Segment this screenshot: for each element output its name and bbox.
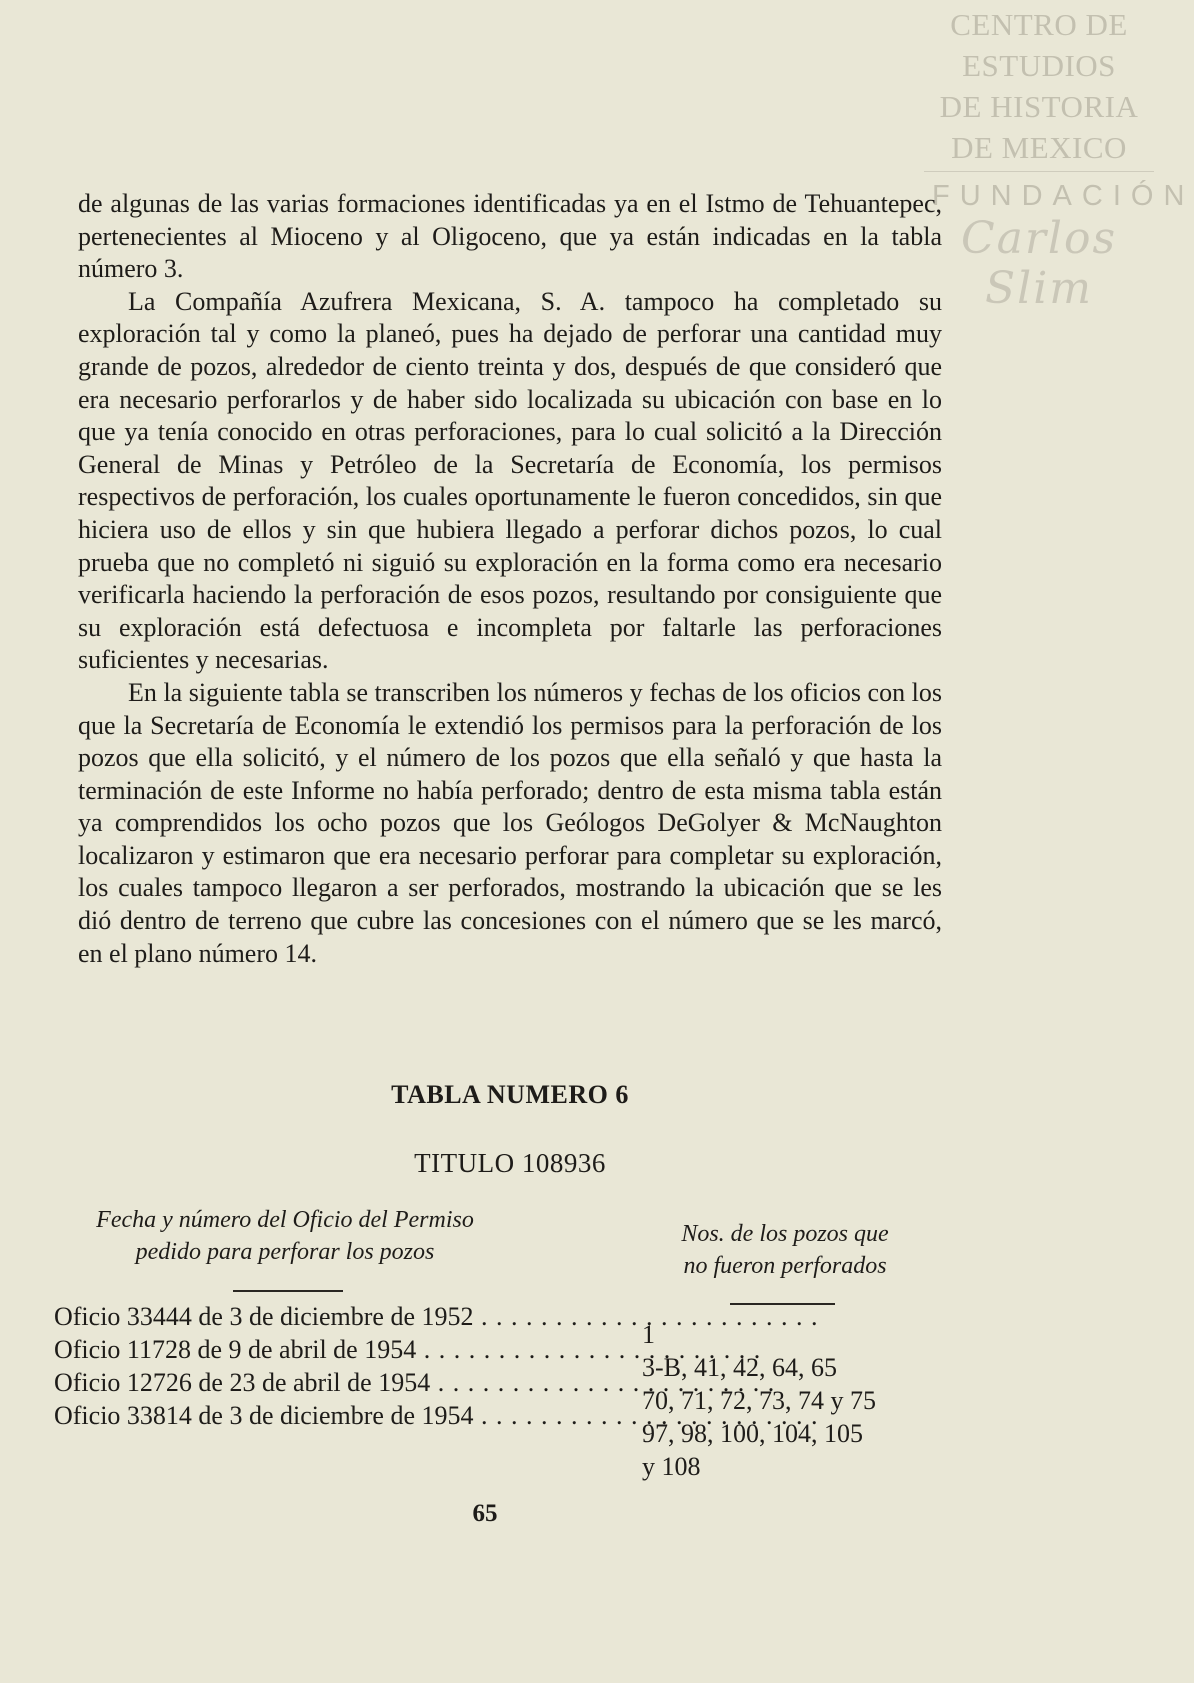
oficio-row: Oficio 12726 de 23 de abril de 1954 . . .: [54, 1366, 594, 1399]
page-number: 65: [472, 1500, 498, 1527]
header-line: no fueron perforados: [683, 1253, 887, 1279]
pozos-row: 70, 71, 72, 73, 74 y 75: [642, 1386, 876, 1415]
oficio-column-header: [50, 1204, 520, 1268]
oficio-header-rule: [233, 1290, 343, 1292]
oficio-row: Oficio 11728 de 9 de abril de 1954 . . .: [54, 1333, 594, 1366]
pozos-row: y 108: [642, 1452, 701, 1481]
watermark-line: CENTRO DE: [950, 7, 1128, 42]
pozos-row: 97, 98, 100, 104, 105: [642, 1419, 863, 1448]
pozos-row: 1: [642, 1320, 655, 1349]
header-line: Fecha y número del Oficio del Permiso: [96, 1207, 474, 1233]
watermark: [924, 0, 1194, 314]
pozos-column-header: [630, 1218, 940, 1282]
header-line: pedido para perforar los pozos: [135, 1239, 435, 1265]
table-title: TABLA NUMERO 6: [391, 1080, 629, 1109]
paragraph: de algunas de las varias formaciones identificadas ya en el Istmo de Tehuantepec, pertenecientes al Mioceno y al Oligoceno, que ya están indicadas en la tabla número 3.: [78, 189, 942, 284]
table-subtitle: TITULO 108936: [414, 1148, 606, 1178]
paragraph: En la siguiente tabla se transcriben los números y fechas de los oficios con los que la Secretaría de Economía le extendió los permisos para la perforación de los pozos que ella solicitó, y el número de los pozos que ella señaló y que hasta la terminación de este Informe no había perforado; dentro de esta misma tabla están ya comprendidos los ocho pozos que los Geólogos DeGolyer & McNaughton localizaron y estimaron que era necesario perforar para completar su exploración, los cuales tampoco llegaron a ser perforados, mostrando la ubicación que se les dió dentro de terreno que cubre las concesiones con el número que se les marcó, en el plano número 14.: [78, 677, 942, 968]
oficio-list: [54, 1300, 594, 1432]
pozos-list: [642, 1318, 942, 1483]
watermark-divider: [924, 171, 1154, 172]
body-text: [78, 188, 942, 970]
oficio-row: Oficio 33444 de 3 de diciembre de 1952 . . .: [54, 1300, 594, 1333]
watermark-line: DE MEXICO: [951, 130, 1127, 165]
oficio-row: Oficio 33814 de 3 de diciembre de 1954 . . .: [54, 1399, 594, 1432]
watermark-line: ESTUDIOS: [962, 48, 1116, 83]
pozos-row: 3-B, 41, 42, 64, 65: [642, 1353, 837, 1382]
header-line: Nos. de los pozos que: [681, 1221, 889, 1247]
watermark-fundacion: FUNDACIÓN: [932, 180, 1194, 212]
watermark-signature: Carlos Slim: [960, 213, 1118, 314]
watermark-line: DE HISTORIA: [939, 89, 1139, 124]
paragraph: La Compañía Azufrera Mexicana, S. A. tampoco ha completado su exploración tal y como la planeó, pues ha dejado de perforar una cantidad muy grande de pozos, alrededor de ciento treinta y dos, después de que consideró que era necesario perforarlos y de haber sido localizada su ubicación con base en lo que ya tenía conocido en otras perforaciones, para lo cual solicitó a la Dirección General de Minas y Petróleo de la Secretaría de Economía, los permisos respectivos de perforación, los cuales oportunamente le fueron concedidos, sin que hiciera uso de ellos y sin que hubiera llegado a perforar dichos pozos, lo cual prueba que no completó ni siguió su exploración en la forma como era necesario verificarla haciendo la perforación de esos pozos, resultando por consiguiente que su exploración está defectuosa e incompleta por faltarle las perforaciones suficientes y necesarias.: [78, 286, 942, 675]
